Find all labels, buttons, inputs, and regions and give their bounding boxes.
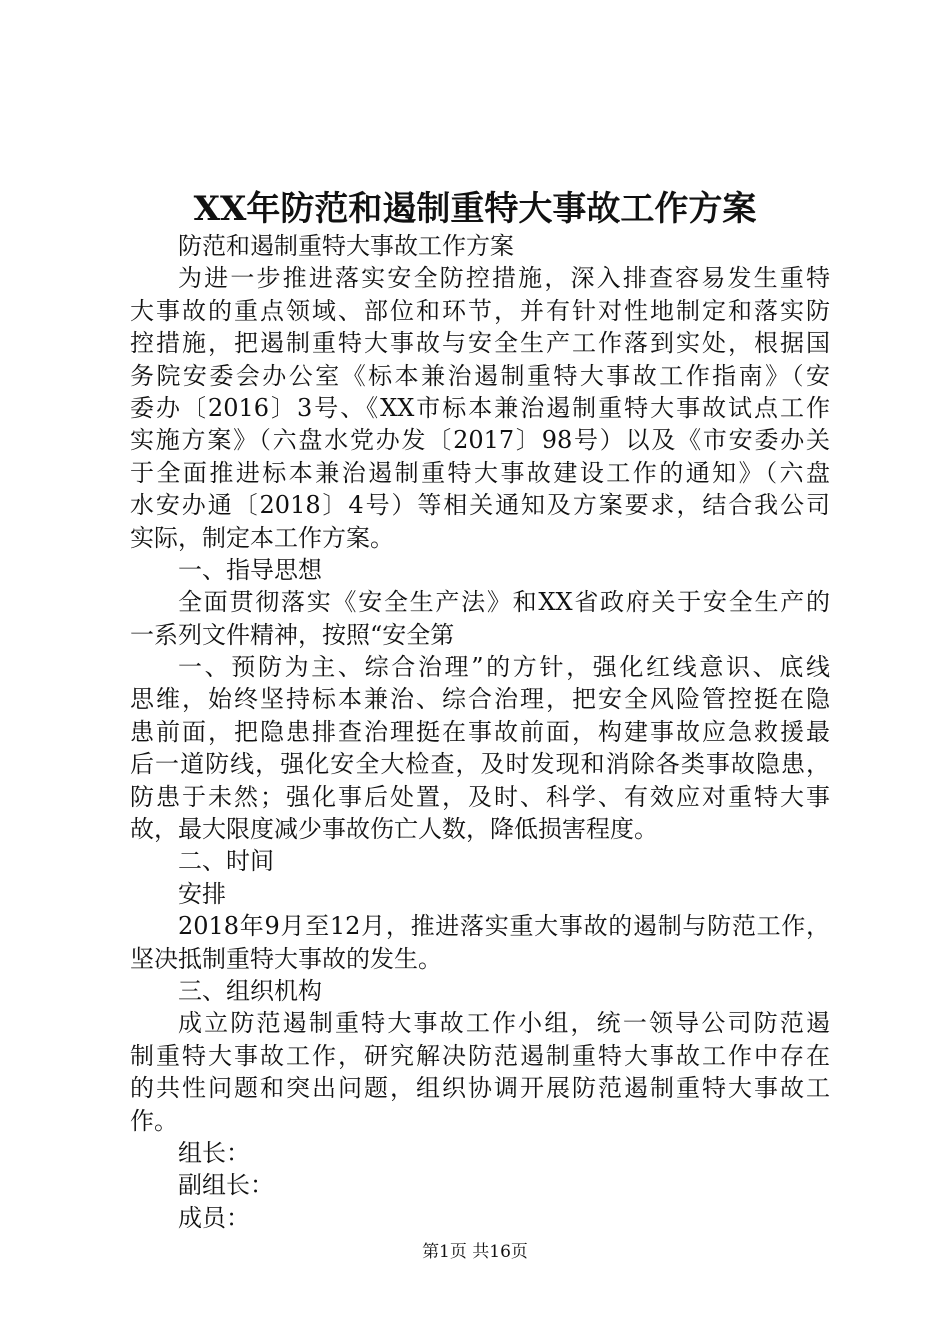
body-line: 务院安委会办公室《标本兼治遏制重特大事故工作指南》（安 [130,361,830,390]
body-line: 水安办通〔2018〕4号）等相关通知及方案要求，结合我公司 [130,491,830,520]
body-line: 故，最大限度减少事故伤亡人数，降低损害程度。 [130,815,658,844]
body-line: 一、预防为主、综合治理”的方针，强化红线意识、底线 [178,653,830,682]
body-line: 坚决抵制重特大事故的发生。 [130,944,442,973]
body-line: 一、指导思想 [178,555,322,584]
body-line: 二、时间 [178,847,274,876]
document-title: XX年防范和遏制重特大事故工作方案 [193,189,757,229]
body-line: 组长： [178,1138,250,1167]
page-footer: 第1页 共16页 [422,1242,528,1262]
body-line: 防范和遏制重特大事故工作方案 [178,232,514,260]
body-line: 于全面推进标本兼治遏制重特大事故建设工作的通知》（六盘 [130,458,830,487]
body-line: 副组长： [178,1171,274,1200]
body-line: 制重特大事故工作，研究解决防范遏制重特大事故工作中存在 [130,1041,830,1070]
body-line: 全面贯彻落实《安全生产法》和XX省政府关于安全生产的 [178,588,830,617]
body-line: 控措施，把遏制重特大事故与安全生产工作落到实处，根据国 [130,329,830,358]
body-line: 实施方案》（六盘水党办发〔2017〕98号）以及《市安委办关 [130,426,830,455]
document-body [130,230,830,1234]
body-line: 的共性问题和突出问题，组织协调开展防范遏制重特大事故工 [130,1074,830,1103]
body-line: 患前面，把隐患排查治理挺在事故前面，构建事故应急救援最 [130,717,830,746]
body-line: 安排 [178,879,226,908]
body-line: 大事故的重点领域、部位和环节，并有针对性地制定和落实防 [130,296,830,325]
body-line: 成立防范遏制重特大事故工作小组，统一领导公司防范遏 [178,1009,830,1038]
body-line: 防患于未然；强化事后处置，及时、科学、有效应对重特大事 [130,782,830,811]
body-line: 为进一步推进落实安全防控措施，深入排查容易发生重特 [178,264,830,293]
body-line: 2018年9月至12月，推进落实重大事故的遏制与防范工作， [178,912,830,941]
body-line: 三、组织机构 [178,976,322,1005]
body-line: 思维，始终坚持标本兼治、综合治理，把安全风险管控挺在隐 [130,685,830,714]
body-line: 成员： [178,1203,250,1232]
body-line: 作。 [130,1106,178,1135]
body-line: 委办〔2016〕3号、《XX市标本兼治遏制重特大事故试点工作 [130,393,830,422]
body-line: 后一道防线，强化安全大检查，及时发现和消除各类事故隐患， [130,750,830,779]
body-line: 实际，制定本工作方案。 [130,523,394,552]
body-line: 一系列文件精神，按照“安全第 [130,620,455,649]
